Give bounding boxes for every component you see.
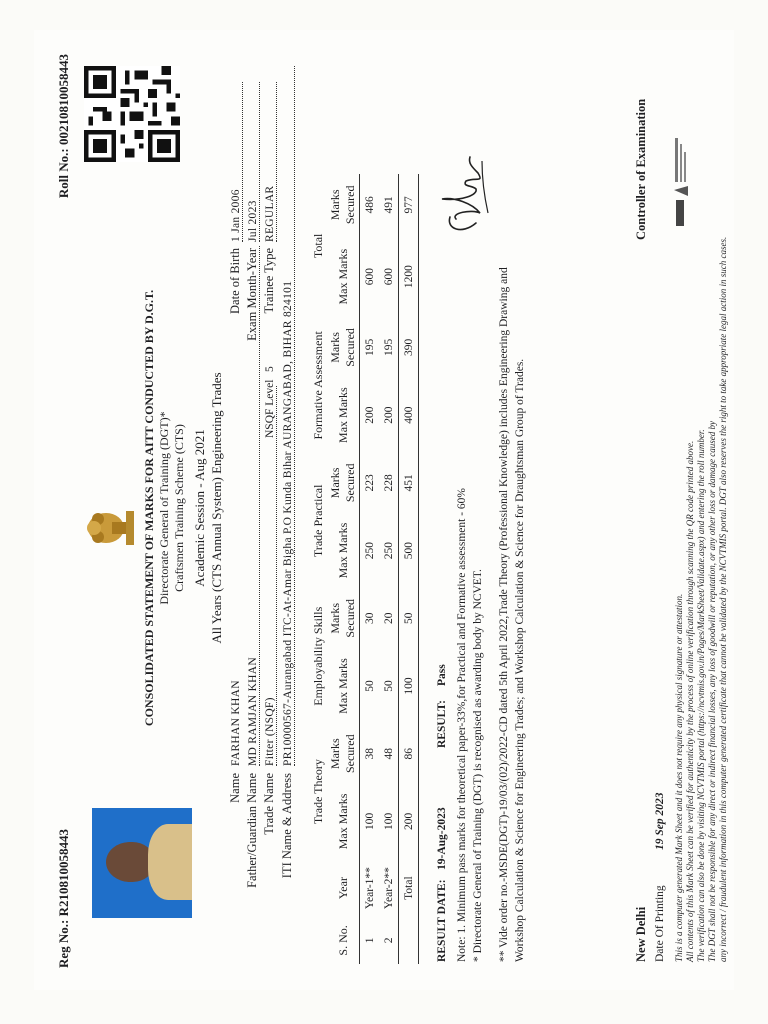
- iti-label: ITI Name & Address: [280, 773, 294, 879]
- result-date: 19-Aug-2023: [436, 807, 448, 870]
- exam-label: Exam Month-Year: [245, 248, 259, 341]
- col-secured: Marks Secured: [327, 724, 360, 784]
- result-date-label: RESULT DATE:: [436, 879, 448, 962]
- col-secured: Marks Secured: [327, 174, 360, 236]
- disclaimer-2: All contents of this Mark Sheet can be verified for authenticity by the process of online verification through scanning the QR code printed above.: [685, 440, 695, 962]
- dob-label: Date of Birth: [228, 248, 242, 314]
- exam-month-year: Jul 2023: [247, 82, 260, 242]
- group-formative-assessment: Formative Assessment: [311, 331, 325, 440]
- col-sno: S. No.: [327, 917, 360, 964]
- candidate-name: FARHAN KHAN: [230, 680, 242, 766]
- group-total: Total: [311, 233, 325, 259]
- result-label: RESULT:: [436, 700, 448, 748]
- father-label: Father/Guardian Name: [245, 773, 259, 888]
- table-row: 1 Year-1** 100 38 50 30 250 223 200 195 600 486: [363, 196, 376, 944]
- print-date-label: Date Of Printing: [654, 885, 666, 962]
- marks-table: [310, 174, 419, 964]
- disclaimer-1: This is a computer generated Mark Sheet and it does not require any physical signature or attestation.: [674, 593, 684, 962]
- city: New Delhi: [634, 906, 648, 962]
- result-value: Pass: [436, 664, 448, 686]
- disclaimer-3: The verification can also be done by visiting NCVTMIS portal (https://ncvtmis.gov.in/Pages/MarkSheet/Validate.aspx) and entering the roll number.: [696, 429, 706, 962]
- national-emblem-icon: [82, 505, 138, 551]
- col-year: Year: [327, 859, 360, 916]
- table-row: 2 Year-2** 100 48 50 20 250 228 200 195 600 491: [379, 174, 399, 964]
- signature-icon: [432, 153, 502, 243]
- note-pass-marks: Note: 1. Minimum pass marks for theoretical paper-33%,for Practical and Formative assessment - 60%: [456, 487, 468, 962]
- header-title: CONSOLIDATED STATEMENT OF MARKS FOR AITT CONDUCTED BY D.G.T.: [142, 289, 156, 727]
- note-vide-order-1: ** Vide order no.-MSDE(DGT)-19/03/(02)/2022-CD dated 5th April 2022,Trade Theory (Professional Knowledge) includes Engineering Drawing and: [498, 267, 510, 962]
- header-trades: All Years (CTS Annual System) Engineering Trades: [209, 372, 224, 644]
- iti-name-address: PR10000567-Aurangabad ITC-At-Amar Bigha P.O Kunda Bihar AURANGABAD, BIHAR 824101: [282, 66, 295, 766]
- skill-india-logo-icon: [670, 136, 692, 226]
- col-max: Max Marks: [327, 236, 360, 318]
- group-employability-skills: Employability Skills: [311, 606, 325, 706]
- nsqf-label: NSQF Level: [264, 379, 276, 438]
- col-max: Max Marks: [327, 377, 360, 453]
- print-date: 19 Sep 2023: [654, 792, 666, 850]
- trade-name: Fitter (NSQF): [264, 386, 277, 766]
- header-dgt: Directorate General of Training (DGT)*: [157, 411, 171, 605]
- header-session: Academic Session - Aug 2021: [192, 429, 207, 587]
- mark-sheet: [34, 30, 734, 990]
- disclaimer-5: any incorrect / fraudulent information in this computer generated certificate that cannot be validated by the NCVTMIS portal. DGT also reserves the right to take appropriate legal action in such cases.: [718, 236, 728, 962]
- note-vide-order-2: Workshop Calculation & Science for Engineering Trades; and Workshop Calculation & Science for Draughtsman Group of Trades.: [514, 358, 526, 962]
- trainee-label: Trainee Type: [262, 248, 276, 314]
- disclaimer-4: The DGT shall not be responsible for any direct or indirect financial losses, any loss of goodwill or reputation, or any other loss or damage caused by: [707, 421, 717, 962]
- reg-number: Reg No.: R210810058443: [56, 828, 71, 968]
- col-secured: Marks Secured: [327, 453, 360, 513]
- group-trade-theory: Trade Theory: [311, 759, 325, 825]
- controller-title: Controller of Examination: [634, 98, 648, 240]
- trainee-type: REGULAR: [264, 82, 277, 242]
- col-max: Max Marks: [327, 513, 360, 589]
- note-dgt-awarding: * Directorate General of Training (DGT) is recognised as awarding body by NCVET.: [472, 569, 484, 962]
- col-max: Max Marks: [327, 783, 360, 859]
- col-secured: Marks Secured: [327, 589, 360, 649]
- father-name: MD RAMJAN KHAN: [247, 246, 260, 766]
- roll-number: Roll No.: 00210810058443: [56, 54, 71, 199]
- trade-label: Trade Name: [262, 773, 276, 835]
- mark-sheet-content: [42, 38, 732, 978]
- header-cts: Craftsmen Training Scheme (CTS): [172, 424, 186, 592]
- name-label: Name: [228, 773, 242, 803]
- table-total-row: Total 200 86 100 50 500 451 400 390 1200 977: [399, 174, 419, 964]
- group-trade-practical: Trade Practical: [311, 484, 325, 558]
- col-max: Max Marks: [327, 648, 360, 724]
- nsqf-level: 5: [264, 366, 276, 372]
- date-of-birth: 1 Jan 2006: [230, 82, 243, 242]
- col-secured: Marks Secured: [327, 318, 360, 378]
